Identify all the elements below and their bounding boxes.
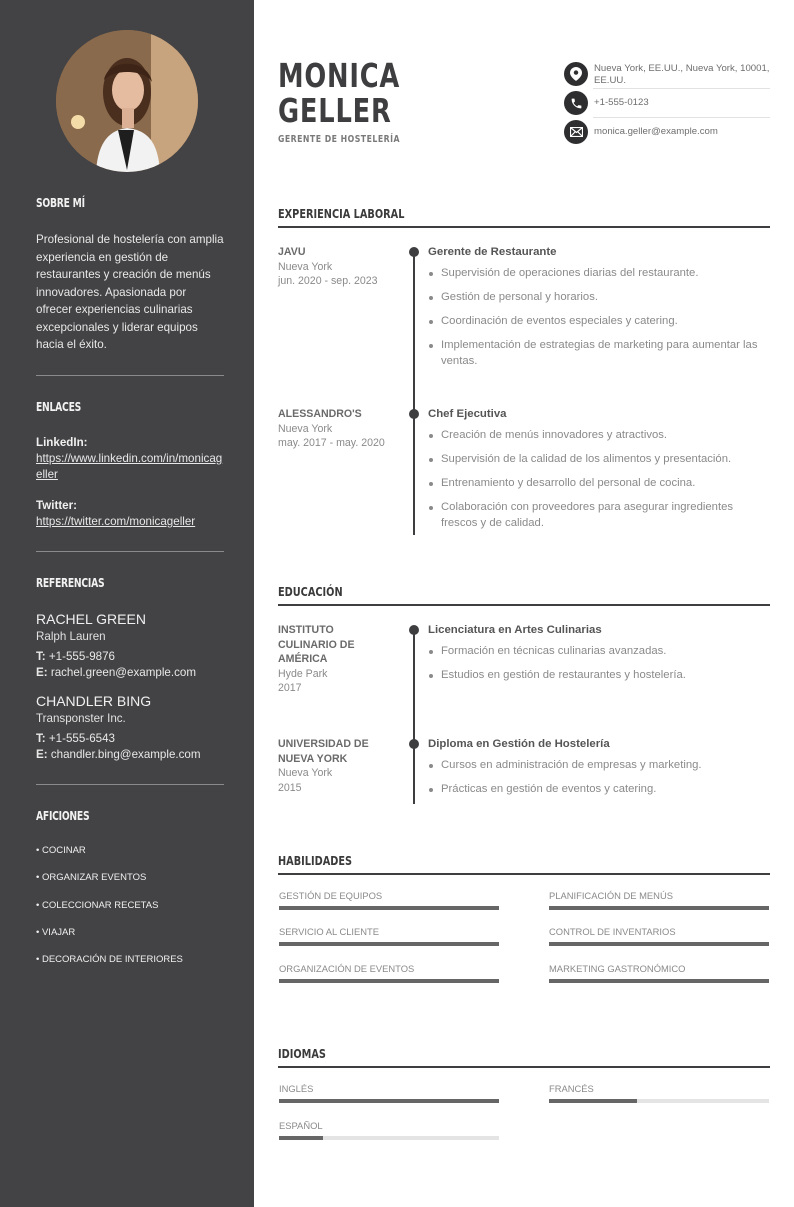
language-bar-fill	[279, 1099, 499, 1103]
reference-email	[36, 665, 224, 681]
skill-item	[549, 926, 769, 946]
education-entry-meta	[278, 623, 388, 696]
dates: 2017	[278, 682, 302, 694]
education-entry	[428, 623, 770, 691]
skills-title: HABILIDADES	[278, 853, 353, 868]
location: Hyde Park	[278, 667, 328, 680]
detail-item: Formación en técnicas culinarias avanzadas.	[428, 643, 770, 659]
skill-label: CONTROL DE INVENTARIOS	[549, 926, 676, 937]
skill-bar-fill	[279, 942, 499, 946]
section-rule	[278, 1066, 770, 1068]
phone-value: +1-555-6543	[48, 732, 115, 745]
skill-bar-fill	[549, 942, 769, 946]
phone-prefix: T:	[36, 732, 46, 745]
language-label: INGLÉS	[279, 1083, 314, 1094]
hobby-item: • VIAJAR	[36, 926, 76, 938]
experience-entry-meta	[278, 245, 398, 289]
duty-item: Colaboración con proveedores para asegurar ingredientes frescos y de calidad.	[428, 499, 770, 531]
portrait-image	[56, 30, 198, 172]
envelope-icon	[564, 120, 588, 144]
profile-photo	[56, 30, 198, 172]
about-text: Profesional de hostelería con amplia experiencia en gestión de restaurantes y creación de menús innovadores. Apasionada por ofrecer experiencias culinarias excepcionales y liderar equipos hacia el éxito.	[36, 233, 224, 351]
skill-item	[279, 963, 499, 983]
language-item	[279, 1083, 499, 1103]
duty-item: Implementación de estrategias de marketing para aumentar las ventas.	[428, 337, 770, 369]
contact-divider	[593, 117, 770, 118]
sidebar-divider	[36, 375, 224, 376]
phone-icon	[564, 91, 588, 115]
duty-item: Gestión de personal y horarios.	[428, 289, 770, 305]
detail-item: Cursos en administración de empresas y marketing.	[428, 757, 770, 773]
dates: 2015	[278, 781, 302, 794]
reference-company: Transponster Inc.	[36, 712, 126, 725]
employer: ALESSANDRO'S	[278, 408, 362, 420]
section-rule	[278, 604, 770, 606]
degree-title: Diploma en Gestión de Hostelería	[428, 738, 610, 750]
hobby-item: • COCINAR	[36, 845, 86, 856]
degree-title: Licenciatura en Artes Culinarias	[428, 624, 602, 636]
language-label: ESPAÑOL	[279, 1120, 323, 1131]
hobby-item: • ORGANIZAR EVENTOS	[36, 872, 147, 884]
location: Nueva York	[278, 422, 333, 435]
skill-bar-track	[279, 942, 499, 946]
dates: jun. 2020 - sep. 2023	[278, 275, 378, 287]
duties-list	[428, 265, 770, 369]
email-value: chandler.bing@example.com	[50, 748, 201, 761]
skill-bar-fill	[549, 906, 769, 910]
phone-text: +1-555-0123	[594, 97, 649, 108]
language-bar-fill	[279, 1136, 323, 1140]
sidebar-divider	[36, 784, 224, 785]
institution: UNIVERSIDAD DE NUEVA YORK	[278, 738, 369, 765]
timeline-dot	[409, 739, 419, 749]
education-entry	[428, 737, 770, 805]
skill-bar-track	[549, 979, 769, 983]
skill-bar-track	[279, 906, 499, 910]
skill-label: GESTIÓN DE EQUIPOS	[279, 890, 383, 901]
job-title: GERENTE DE HOSTELERÍA	[278, 134, 400, 145]
education-entry-meta	[278, 737, 388, 795]
references-title: REFERENCIAS	[36, 575, 105, 590]
language-label: FRANCÉS	[549, 1083, 594, 1094]
duty-item: Supervisión de operaciones diarias del restaurante.	[428, 265, 770, 281]
institution: INSTITUTO CULINARIO DE AMÉRICA	[278, 624, 355, 665]
sidebar	[0, 0, 254, 1207]
linkedin-url[interactable]: https://www.linkedin.com/in/monicageller	[36, 452, 223, 481]
reference-item	[36, 610, 224, 681]
sidebar-divider	[36, 551, 224, 552]
hobbies-section	[36, 808, 224, 823]
skill-bar-fill	[279, 906, 499, 910]
phone-prefix: T:	[36, 650, 46, 663]
hobby-item: • COLECCIONAR RECETAS	[36, 899, 159, 911]
links-title: ENLACES	[36, 399, 82, 414]
candidate-name	[278, 58, 400, 128]
employer: JAVU	[278, 246, 306, 258]
about-title: SOBRE MÍ	[36, 195, 85, 210]
reference-company: Ralph Lauren	[36, 630, 106, 643]
dates: may. 2017 - may. 2020	[278, 437, 385, 449]
contact-divider	[593, 88, 770, 89]
skill-item	[279, 926, 499, 946]
phone-value: +1-555-9876	[48, 650, 115, 663]
section-rule	[278, 873, 770, 875]
section-rule	[278, 226, 770, 228]
skill-bar-track	[549, 906, 769, 910]
experience-timeline	[413, 251, 415, 535]
details-list	[428, 643, 770, 683]
links-section	[36, 399, 224, 414]
education-title: EDUCACIÓN	[278, 584, 343, 599]
skill-label: MARKETING GASTRONÓMICO	[549, 963, 686, 974]
twitter-url[interactable]: https://twitter.com/monicageller	[36, 515, 196, 528]
experience-title: EXPERIENCIA LABORAL	[278, 206, 405, 221]
language-bar-track	[279, 1099, 499, 1103]
location: Nueva York	[278, 260, 333, 273]
reference-name: RACHEL GREEN	[36, 611, 146, 627]
skill-item	[279, 890, 499, 910]
hobbies-title: AFICIONES	[36, 808, 90, 823]
twitter-label: Twitter:	[36, 499, 78, 512]
role-title: Chef Ejecutiva	[428, 408, 507, 420]
skill-item	[549, 963, 769, 983]
location-pin-icon	[564, 62, 588, 86]
linkedin-label: LinkedIn:	[36, 436, 88, 449]
skill-label: SERVICIO AL CLIENTE	[279, 926, 380, 937]
reference-email	[36, 747, 224, 763]
reference-phone	[36, 731, 224, 747]
language-bar-track	[279, 1136, 499, 1140]
skill-bar-track	[279, 979, 499, 983]
last-name: GELLER	[278, 91, 392, 130]
email-prefix: E:	[36, 748, 48, 761]
education-timeline	[413, 629, 415, 804]
experience-entry-meta	[278, 407, 398, 451]
skill-label: ORGANIZACIÓN DE EVENTOS	[279, 963, 415, 974]
location: Nueva York	[278, 767, 333, 779]
email-prefix: E:	[36, 666, 48, 679]
link-twitter	[36, 498, 224, 530]
reference-phone	[36, 649, 224, 665]
skill-item	[549, 890, 769, 910]
skill-label: PLANIFICACIÓN DE MENÚS	[549, 890, 673, 901]
hobby-item: • DECORACIÓN DE INTERIORES	[36, 954, 183, 966]
duty-item: Entrenamiento y desarrollo del personal de cocina.	[428, 475, 770, 491]
timeline-dot	[409, 247, 419, 257]
role-title: Gerente de Restaurante	[428, 246, 557, 258]
language-item	[549, 1083, 769, 1103]
experience-entry	[428, 245, 770, 377]
timeline-dot	[409, 625, 419, 635]
email-value: rachel.green@example.com	[50, 666, 196, 679]
email-text: monica.geller@example.com	[594, 126, 718, 137]
duty-item: Creación de menús innovadores y atractivos.	[428, 427, 770, 443]
detail-item: Prácticas en gestión de eventos y catering.	[428, 781, 770, 797]
about-section	[36, 195, 224, 210]
skill-bar-track	[549, 942, 769, 946]
detail-item: Estudios en gestión de restaurantes y hostelería.	[428, 667, 770, 683]
details-list	[428, 757, 770, 797]
reference-name: CHANDLER BING	[36, 693, 152, 709]
duties-list	[428, 427, 770, 531]
reference-item	[36, 692, 224, 763]
references-section	[36, 575, 224, 590]
address-text: Nueva York, EE.UU., Nueva York, 10001, EE.UU.	[594, 63, 770, 86]
duty-item: Coordinación de eventos especiales y catering.	[428, 313, 770, 329]
experience-entry	[428, 407, 770, 539]
hobbies-list	[36, 844, 224, 980]
language-item	[279, 1120, 499, 1140]
skill-bar-fill	[279, 979, 499, 983]
skill-bar-fill	[549, 979, 769, 983]
languages-title: IDIOMAS	[278, 1046, 326, 1061]
first-name: MONICA	[278, 56, 401, 95]
language-bar-track	[549, 1099, 769, 1103]
language-bar-fill	[549, 1099, 637, 1103]
link-linkedin	[36, 435, 224, 483]
timeline-dot	[409, 409, 419, 419]
duty-item: Supervisión de la calidad de los alimentos y presentación.	[428, 451, 770, 467]
